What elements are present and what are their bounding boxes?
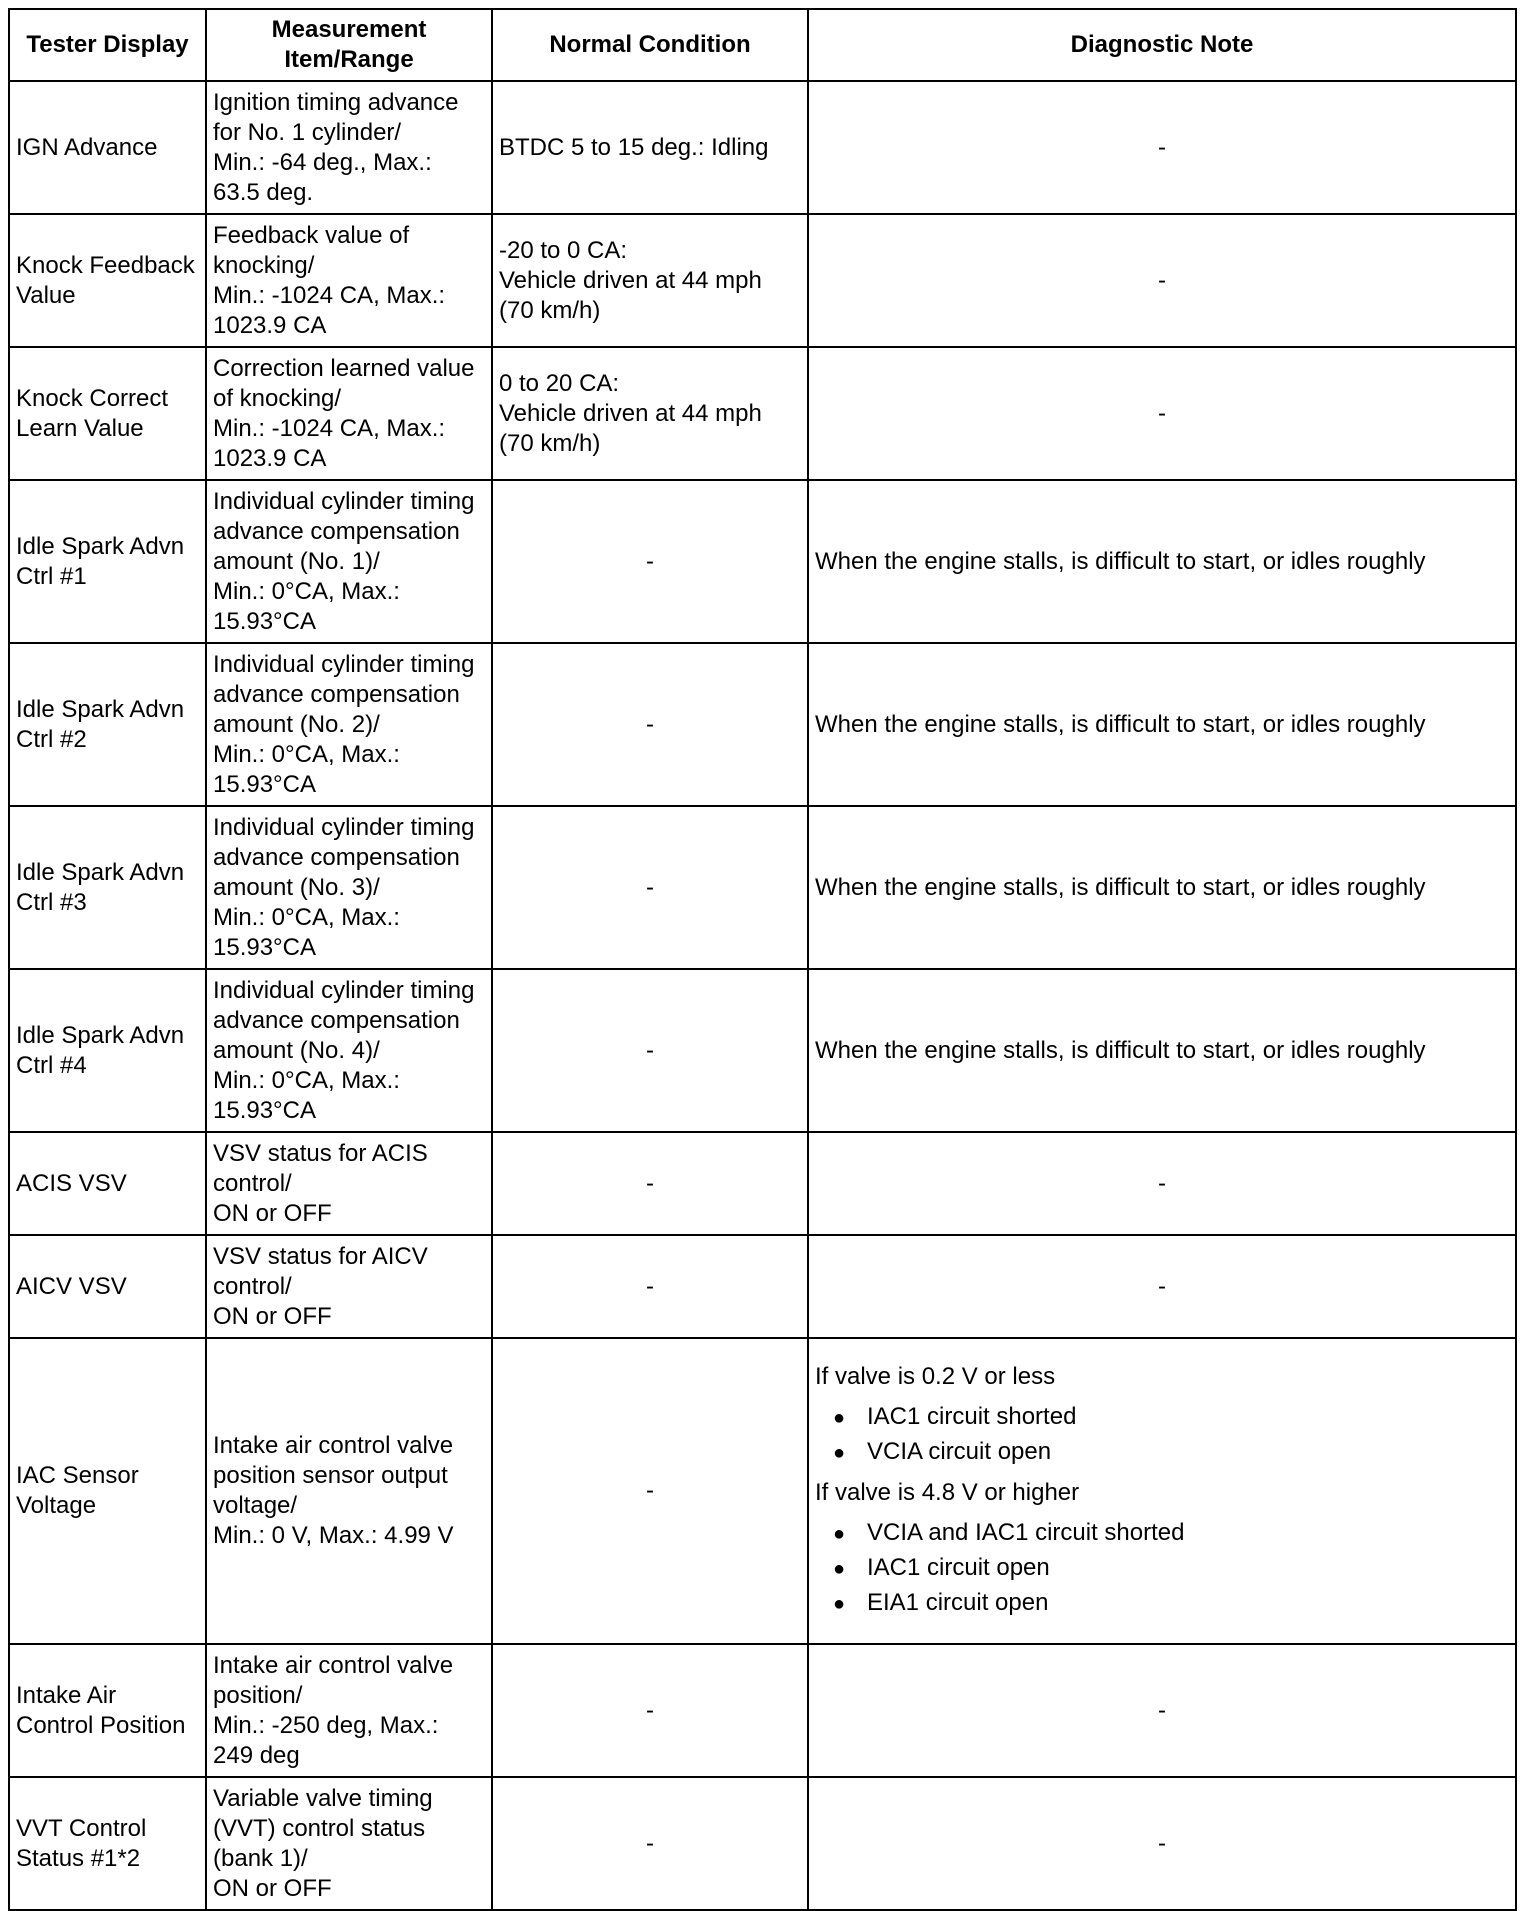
table-row [9,480,1516,643]
cell-measurement-item: Intake air control valve position sensor output voltage/ Min.: 0 V, Max.: 4.99 V [206,1338,492,1644]
cell-tester-display: VVT Control Status #1*2 [9,1777,206,1910]
table-header-row [9,9,1516,81]
table-row [9,1338,1516,1644]
cell-diagnostic-note: When the engine stalls, is difficult to start, or idles roughly [808,806,1516,969]
cell-measurement-item: Ignition timing advance for No. 1 cylinder/ Min.: -64 deg., Max.: 63.5 deg. [206,81,492,214]
list-item: ● VCIA and IAC1 circuit shorted [833,1516,1509,1551]
cell-normal-condition: - [492,643,808,806]
header-measurement-item-range: Measurement Item/Range [206,9,492,81]
cell-measurement-item: VSV status for AICV control/ ON or OFF [206,1235,492,1338]
note-condition-high: If valve is 4.8 V or higher [815,1478,1080,1506]
note-condition-low: If valve is 0.2 V or less [815,1362,1056,1390]
cell-measurement-item: Variable valve timing (VVT) control status (bank 1)/ ON or OFF [206,1777,492,1910]
cell-tester-display: ACIS VSV [9,1132,206,1235]
cell-measurement-item: Individual cylinder timing advance compensation amount (No. 3)/ Min.: 0°CA, Max.: 15.93°CA [206,806,492,969]
list-item: ● VCIA circuit open [833,1435,1509,1470]
cell-normal-condition: - [492,969,808,1132]
table-row [9,806,1516,969]
cell-diagnostic-note: When the engine stalls, is difficult to start, or idles roughly [808,969,1516,1132]
cell-normal-condition: 0 to 20 CA: Vehicle driven at 44 mph (70 km/h) [492,347,808,480]
cell-measurement-item: Correction learned value of knocking/ Min.: -1024 CA, Max.: 1023.9 CA [206,347,492,480]
cell-diagnostic-note: - [808,81,1516,214]
cell-normal-condition: - [492,1338,808,1644]
cell-normal-condition: -20 to 0 CA: Vehicle driven at 44 mph (70 km/h) [492,214,808,347]
cell-normal-condition: - [492,806,808,969]
cell-normal-condition: - [492,480,808,643]
table-row [9,1777,1516,1910]
cell-tester-display: Knock Correct Learn Value [9,347,206,480]
cell-tester-display: Knock Feedback Value [9,214,206,347]
list-item: ● IAC1 circuit open [833,1551,1509,1586]
note-bullet-list [815,1516,1509,1621]
cell-normal-condition: - [492,1644,808,1777]
table-row [9,1644,1516,1777]
list-item: ● EIA1 circuit open [833,1586,1509,1621]
cell-diagnostic-note: - [808,1644,1516,1777]
cell-measurement-item: Individual cylinder timing advance compensation amount (No. 2)/ Min.: 0°CA, Max.: 15.93°CA [206,643,492,806]
list-item: ● IAC1 circuit shorted [833,1400,1509,1435]
table-row [9,347,1516,480]
cell-normal-condition: - [492,1235,808,1338]
cell-diagnostic-note: - [808,347,1516,480]
cell-tester-display: IAC Sensor Voltage [9,1338,206,1644]
cell-diagnostic-note: - [808,214,1516,347]
diagnostic-data-table [8,8,1517,1911]
cell-measurement-item: Individual cylinder timing advance compensation amount (No. 1)/ Min.: 0°CA, Max.: 15.93°CA [206,480,492,643]
cell-tester-display: Idle Spark Advn Ctrl #2 [9,643,206,806]
header-tester-display: Tester Display [9,9,206,81]
cell-measurement-item: VSV status for ACIS control/ ON or OFF [206,1132,492,1235]
cell-measurement-item: Intake air control valve position/ Min.: -250 deg, Max.: 249 deg [206,1644,492,1777]
cell-diagnostic-note: When the engine stalls, is difficult to start, or idles roughly [808,643,1516,806]
cell-tester-display: Idle Spark Advn Ctrl #1 [9,480,206,643]
cell-diagnostic-note: - [808,1132,1516,1235]
cell-diagnostic-note [808,1338,1516,1644]
table-row [9,969,1516,1132]
header-diagnostic-note: Diagnostic Note [808,9,1516,81]
table-row [9,214,1516,347]
cell-normal-condition: - [492,1777,808,1910]
cell-tester-display: IGN Advance [9,81,206,214]
cell-tester-display: Idle Spark Advn Ctrl #4 [9,969,206,1132]
cell-tester-display: Intake Air Control Position [9,1644,206,1777]
cell-tester-display: Idle Spark Advn Ctrl #3 [9,806,206,969]
cell-diagnostic-note: When the engine stalls, is difficult to start, or idles roughly [808,480,1516,643]
cell-normal-condition: - [492,1132,808,1235]
cell-tester-display: AICV VSV [9,1235,206,1338]
cell-measurement-item: Individual cylinder timing advance compensation amount (No. 4)/ Min.: 0°CA, Max.: 15.93°CA [206,969,492,1132]
cell-diagnostic-note: - [808,1777,1516,1910]
cell-measurement-item: Feedback value of knocking/ Min.: -1024 CA, Max.: 1023.9 CA [206,214,492,347]
cell-normal-condition: BTDC 5 to 15 deg.: Idling [492,81,808,214]
cell-diagnostic-note: - [808,1235,1516,1338]
header-normal-condition: Normal Condition [492,9,808,81]
table-row [9,1132,1516,1235]
note-bullet-list [815,1400,1509,1470]
table-row [9,643,1516,806]
table-row [9,81,1516,214]
table-row [9,1235,1516,1338]
